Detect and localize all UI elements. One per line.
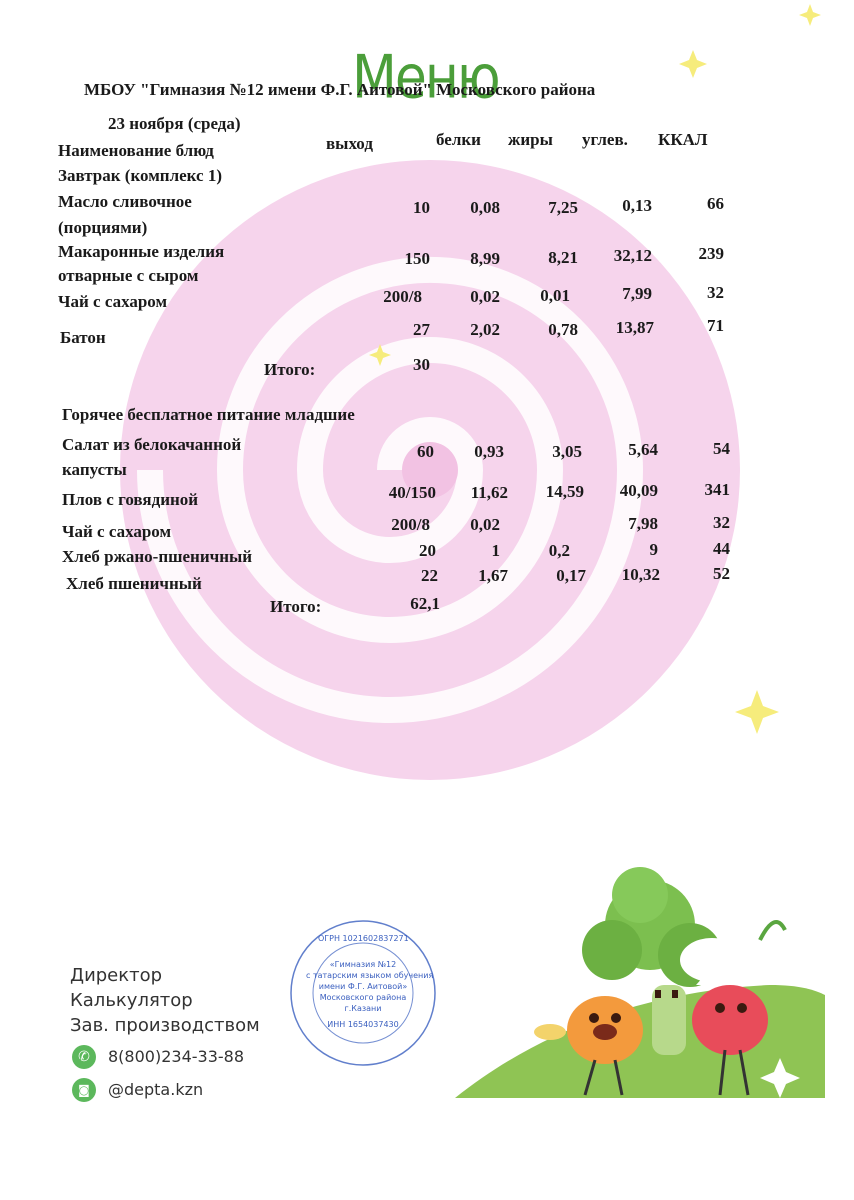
lunch-total-value: 62,1: [410, 594, 440, 613]
breakfast-total-label: Итого:: [264, 360, 316, 379]
instagram-icon: ◙: [72, 1078, 96, 1102]
lunch-section-title: Горячее бесплатное питание младшие: [62, 405, 355, 424]
dish-name: Салат из белокачанной: [62, 435, 242, 454]
dish-protein: 1: [491, 541, 500, 560]
stamp-text: ИНН 1654037430: [327, 1020, 399, 1029]
dish-kcal: 52: [713, 564, 730, 583]
dish-name-cont: отварные с сыром: [58, 266, 199, 285]
dish-fat: 0,2: [548, 541, 570, 560]
dish-carbs: 7,98: [628, 514, 658, 533]
dish-kcal: 71: [707, 316, 724, 335]
dish-protein: 0,02: [470, 287, 500, 306]
dish-protein: 11,62: [470, 483, 508, 502]
stamp-text: г.Казани: [344, 1004, 382, 1013]
dish-name: Батон: [60, 328, 106, 347]
dish-name-cont: капусты: [62, 460, 127, 479]
column-kcal-header: ККАЛ: [658, 130, 708, 149]
instagram-handle: @depta.kzn: [108, 1080, 204, 1099]
dish-carbs: 10,32: [621, 565, 660, 584]
dish-kcal: 44: [713, 539, 730, 558]
dish-name: Плов с говядиной: [62, 490, 199, 509]
column-output-header: выход: [326, 134, 373, 153]
dish-protein: 0,02: [470, 515, 500, 534]
dish-carbs: 9: [649, 540, 658, 559]
dish-output: 60: [417, 442, 434, 461]
breakfast-section-title: Завтрак (комплекс 1): [58, 166, 222, 185]
menu-title: Меню: [352, 43, 499, 113]
dish-output: 20: [419, 541, 436, 560]
dish-fat: 8,21: [548, 248, 578, 267]
dish-kcal: 239: [698, 244, 724, 263]
column-name-header: Наименование блюд: [58, 141, 214, 160]
dish-protein: 0,08: [470, 198, 500, 217]
dish-protein: 0,93: [474, 442, 504, 461]
dish-carbs: 5,64: [628, 440, 658, 459]
dish-kcal: 32: [707, 283, 724, 302]
dish-output: 10: [413, 198, 430, 217]
dish-output: 200/8: [383, 287, 422, 306]
production-label: Зав. производством: [70, 1015, 260, 1036]
dish-protein: 1,67: [478, 566, 508, 585]
dish-kcal: 66: [707, 194, 724, 213]
dish-output: 27: [413, 320, 430, 339]
lunch-total-label: Итого:: [270, 597, 322, 616]
dish-carbs: 0,13: [622, 196, 652, 215]
dish-name: Макаронные изделия: [58, 242, 225, 261]
dish-output: 40/150: [388, 483, 436, 502]
school-name: МБОУ "Гимназия №12 имени Ф.Г. Аитовой" Московского района: [84, 80, 596, 99]
dish-fat: 14,59: [545, 482, 584, 501]
dish-output: 200/8: [391, 515, 430, 534]
menu-date: 23 ноября (среда): [108, 114, 241, 133]
dish-protein: 2,02: [470, 320, 500, 339]
stamp-text: Московского района: [319, 993, 407, 1002]
phone-icon: ✆: [72, 1045, 96, 1069]
stamp-text: «Гимназия №12: [329, 960, 397, 969]
dish-fat: 0,17: [556, 566, 586, 585]
stamp-text: имени Ф.Г. Аитовой»: [318, 982, 408, 991]
calculator-label: Калькулятор: [70, 990, 193, 1011]
dish-carbs: 32,12: [613, 246, 652, 265]
dish-name: Хлеб пшеничный: [66, 574, 202, 593]
breakfast-total-value: 30: [413, 355, 430, 374]
dish-kcal: 54: [713, 439, 730, 458]
dish-fat: 7,25: [548, 198, 578, 217]
dish-name: Чай с сахаром: [58, 292, 168, 311]
dish-output: 150: [404, 249, 430, 268]
phone-number: 8(800)234-33-88: [108, 1047, 245, 1066]
stamp-text: ОГРН 1021602837271: [318, 934, 409, 943]
column-protein-header: белки: [436, 130, 481, 149]
dish-name: Масло сливочное: [58, 192, 192, 211]
director-label: Директор: [70, 965, 163, 986]
dish-name: Чай с сахаром: [62, 522, 172, 541]
dish-carbs: 7,99: [622, 284, 652, 303]
dish-carbs: 40,09: [619, 481, 658, 500]
dish-fat: 0,01: [540, 286, 570, 305]
dish-name: Хлеб ржано-пшеничный: [62, 547, 253, 566]
dish-kcal: 32: [713, 513, 730, 532]
dish-carbs: 13,87: [615, 318, 654, 337]
dish-fat: 3,05: [552, 442, 582, 461]
dish-fat: 0,78: [548, 320, 578, 339]
dish-protein: 8,99: [470, 249, 500, 268]
dish-kcal: 341: [704, 480, 730, 499]
stamp-text: с татарским языком обучения: [306, 971, 434, 980]
dish-name-cont: (порциями): [58, 218, 148, 237]
column-fat-header: жиры: [508, 130, 553, 149]
dish-output: 22: [421, 566, 438, 585]
column-carbs-header: углев.: [582, 130, 628, 149]
